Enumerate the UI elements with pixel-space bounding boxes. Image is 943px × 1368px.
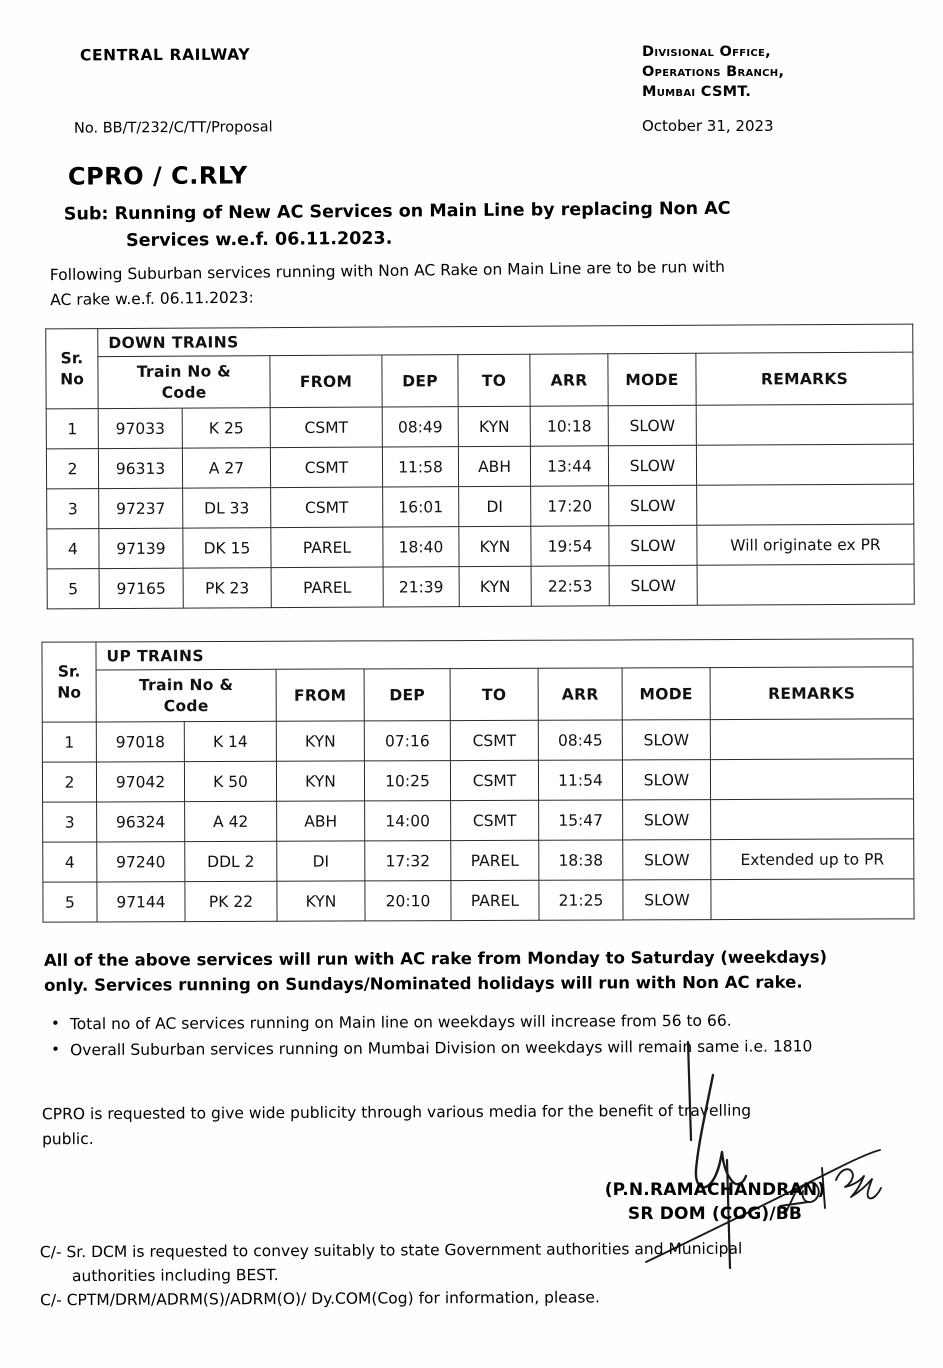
- cell-arr-time: 13:44: [530, 446, 608, 486]
- table-row: [46, 404, 913, 449]
- cell-train-code: PK 22: [185, 881, 277, 921]
- up-to-header: TO: [450, 668, 538, 720]
- cell-mode: SLOW: [622, 760, 710, 800]
- down-trains-table: [45, 324, 915, 610]
- train-header-line-1: Train No &: [136, 361, 232, 381]
- down-dep-header: DEP: [382, 355, 458, 407]
- cell-to-station: CSMT: [450, 720, 538, 760]
- copy-to-line-1-continuation: authorities including BEST.: [71, 1266, 279, 1286]
- up-table-body: [42, 719, 914, 922]
- signatory-name: (P.N.RAMACHANDRAN): [604, 1180, 826, 1200]
- cell-remarks: [697, 484, 914, 525]
- cell-arr-time: 15:47: [539, 800, 623, 840]
- cell-dep-time: 16:01: [383, 487, 459, 527]
- cell-remarks: [710, 759, 913, 800]
- intro-line-2: AC rake w.e.f. 06.11.2023:: [50, 288, 254, 310]
- bullet-item: • Total no of AC services running on Main line on weekdays will increase from 56 to 66.: [68, 1008, 934, 1038]
- address-line-3: Mumbai CSMT.: [642, 84, 752, 100]
- cell-arr-time: 22:53: [531, 566, 609, 606]
- cell-train-code: DL 33: [183, 488, 271, 528]
- cell-arr-time: 21:25: [539, 880, 623, 920]
- up-column-header-row: [42, 667, 913, 722]
- copy-to-line-1: C/- Sr. DCM is requested to convey suitably to state Government authorities and Municipal: [39, 1239, 743, 1262]
- table-row: [42, 759, 913, 802]
- up-remarks-header: REMARKS: [710, 667, 913, 720]
- signatory-designation: SR DOM (COG)/BB: [627, 1204, 803, 1224]
- cell-train-no: 97240: [97, 842, 185, 882]
- cell-to-station: CSMT: [450, 760, 538, 800]
- cell-sr-no: 1: [42, 722, 96, 762]
- cell-from-station: KYN: [277, 881, 365, 921]
- cell-sr-no: 3: [43, 802, 97, 842]
- down-direction-title: DOWN TRAINS: [98, 324, 913, 357]
- down-train-no-code-header: [98, 356, 270, 409]
- up-sr-no-header: [42, 642, 96, 722]
- cell-train-code: K 14: [184, 721, 276, 761]
- cell-remarks: [711, 879, 914, 920]
- office-address: [642, 42, 784, 102]
- cell-sr-no: 3: [47, 489, 99, 529]
- up-trains-table-container: [41, 638, 914, 922]
- cell-remarks: [710, 719, 913, 760]
- cell-sr-no: 5: [43, 882, 97, 922]
- sr-header-line-1: Sr.: [57, 662, 81, 681]
- table-row: [43, 799, 914, 842]
- cell-remarks: [696, 444, 913, 485]
- cell-train-code: K 25: [182, 408, 270, 448]
- up-mode-header: MODE: [622, 668, 710, 720]
- cell-mode: SLOW: [623, 880, 711, 920]
- cell-train-code: A 27: [182, 448, 270, 488]
- cell-from-station: KYN: [276, 761, 364, 801]
- up-table-title-row: [42, 639, 913, 670]
- cell-sr-no: 4: [43, 842, 97, 882]
- up-arr-header: ARR: [538, 668, 622, 720]
- intro-paragraph: [50, 253, 881, 313]
- intro-line-1: Following Suburban services running with Non AC Rake on Main Line are to be run with: [49, 257, 726, 285]
- cell-train-no: 97139: [99, 528, 183, 568]
- up-dep-header: DEP: [364, 669, 450, 721]
- subject-text-line-1: Running of New AC Services on Main Line by replacing Non AC: [114, 198, 731, 225]
- cell-train-no: 97165: [99, 568, 183, 608]
- cell-from-station: PAREL: [271, 527, 383, 568]
- cell-from-station: PAREL: [271, 567, 383, 608]
- cell-train-no: 97033: [98, 408, 182, 448]
- cell-train-no: 96313: [98, 448, 182, 488]
- cell-train-code: K 50: [184, 761, 276, 801]
- notice-line-2: only. Services running on Sundays/Nominated holidays will run with Non AC rake.: [44, 972, 803, 995]
- cell-mode: SLOW: [609, 485, 697, 525]
- cell-mode: SLOW: [623, 840, 711, 880]
- cell-dep-time: 21:39: [383, 567, 459, 607]
- addressee-heading: CPRO / C.RLY: [67, 161, 248, 191]
- table-row: [46, 444, 913, 489]
- subject-line: [64, 194, 884, 255]
- down-column-header-row: [46, 352, 913, 409]
- sr-header-line-2: No: [60, 369, 84, 388]
- sr-header-line-1: Sr.: [60, 348, 84, 367]
- cell-arr-time: 11:54: [538, 760, 622, 800]
- notice-line-1: All of the above services will run with AC rake from Monday to Saturday (weekdays): [43, 947, 828, 970]
- cell-dep-time: 07:16: [364, 721, 450, 761]
- down-sr-no-header: [46, 329, 98, 409]
- cell-to-station: KYN: [459, 566, 531, 606]
- up-from-header: FROM: [276, 669, 364, 721]
- cell-train-no: 97042: [96, 762, 184, 802]
- up-trains-table: [41, 638, 914, 922]
- cell-dep-time: 10:25: [364, 761, 450, 801]
- cell-to-station: KYN: [459, 526, 531, 566]
- publicity-line-1: CPRO is requested to give wide publicity through various media for the benefit of travelling: [41, 1101, 752, 1124]
- organization-name: CENTRAL RAILWAY: [79, 45, 251, 65]
- table-row: [47, 524, 914, 569]
- cell-from-station: CSMT: [270, 447, 382, 488]
- address-line-2: Operations Branch,: [642, 64, 785, 80]
- up-direction-title: UP TRAINS: [96, 639, 913, 670]
- cell-train-code: PK 23: [183, 568, 271, 608]
- copy-to-line-2: C/- CPTM/DRM/ADRM(S)/ADRM(O)/ Dy.COM(Cog) for information, please.: [40, 1288, 600, 1310]
- cell-from-station: KYN: [276, 721, 364, 761]
- cell-train-code: DDL 2: [185, 841, 277, 881]
- cell-train-no: 97237: [99, 488, 183, 528]
- up-train-no-code-header: [96, 669, 276, 722]
- cell-mode: SLOW: [608, 405, 696, 445]
- cell-remarks: [697, 564, 914, 605]
- table-row: [43, 879, 914, 922]
- table-row: [47, 484, 914, 529]
- cell-train-no: 97018: [96, 722, 184, 762]
- cell-train-code: A 42: [185, 801, 277, 841]
- subject-label: Sub:: [63, 204, 109, 225]
- train-header-line-2: Code: [163, 696, 209, 715]
- train-header-line-1: Train No &: [138, 675, 234, 694]
- publicity-paragraph: [42, 1098, 902, 1153]
- cell-arr-time: 19:54: [531, 526, 609, 566]
- cell-mode: SLOW: [623, 800, 711, 840]
- cell-dep-time: 17:32: [365, 841, 451, 881]
- cell-from-station: DI: [277, 841, 365, 881]
- cell-sr-no: 2: [46, 449, 98, 489]
- cell-to-station: PAREL: [451, 840, 539, 880]
- signatory-block: [560, 1178, 870, 1226]
- down-to-header: TO: [458, 354, 530, 406]
- down-table-body: [46, 404, 914, 609]
- sr-header-line-2: No: [57, 683, 82, 702]
- cell-sr-no: 4: [47, 529, 99, 569]
- cell-arr-time: 08:45: [538, 720, 622, 760]
- cell-to-station: DI: [459, 486, 531, 526]
- cell-dep-time: 11:58: [382, 447, 458, 487]
- letter-date: October 31, 2023: [642, 117, 774, 135]
- cell-mode: SLOW: [622, 720, 710, 760]
- down-mode-header: MODE: [608, 353, 696, 405]
- cell-to-station: KYN: [458, 406, 530, 446]
- address-line-1: Divisional Office,: [642, 44, 771, 60]
- cell-arr-time: 17:20: [531, 486, 609, 526]
- bullet-item: • Overall Suburban services running on Mumbai Division on weekdays will remain same i.e. 1810: [68, 1034, 934, 1064]
- down-remarks-header: REMARKS: [696, 352, 913, 405]
- down-from-header: FROM: [270, 355, 382, 408]
- cell-train-code: DK 15: [183, 528, 271, 568]
- subject-text-line-2: Services w.e.f. 06.11.2023.: [126, 228, 393, 252]
- copy-to-block: [40, 1236, 920, 1313]
- down-trains-table-container: [45, 324, 915, 610]
- down-arr-header: ARR: [530, 354, 608, 406]
- publicity-line-2: public.: [42, 1129, 94, 1149]
- cell-dep-time: 20:10: [365, 881, 451, 921]
- cell-from-station: CSMT: [271, 487, 383, 528]
- table-row: [42, 719, 913, 762]
- cell-train-no: 96324: [97, 802, 185, 842]
- cell-sr-no: 2: [42, 762, 96, 802]
- cell-mode: SLOW: [609, 525, 697, 565]
- cell-sr-no: 5: [47, 569, 99, 609]
- weekday-notice: [44, 944, 910, 998]
- cell-dep-time: 14:00: [365, 801, 451, 841]
- cell-from-station: ABH: [277, 801, 365, 841]
- cell-to-station: ABH: [458, 446, 530, 486]
- train-header-line-2: Code: [161, 383, 207, 402]
- cell-remarks: [696, 404, 913, 445]
- cell-remarks: Extended up to PR: [711, 839, 914, 880]
- cell-dep-time: 18:40: [383, 527, 459, 567]
- cell-sr-no: 1: [46, 409, 98, 449]
- cell-to-station: CSMT: [451, 800, 539, 840]
- letter-reference-number: No. BB/T/232/C/TT/Proposal: [73, 119, 273, 137]
- bullet-list: [44, 1008, 934, 1064]
- table-row: [47, 564, 914, 609]
- cell-mode: SLOW: [609, 565, 697, 605]
- cell-train-no: 97144: [97, 882, 185, 922]
- cell-remarks: [711, 799, 914, 840]
- cell-mode: SLOW: [608, 445, 696, 485]
- cell-to-station: PAREL: [451, 880, 539, 920]
- cell-from-station: CSMT: [270, 407, 382, 448]
- letterhead: [0, 42, 943, 152]
- cell-remarks: Will originate ex PR: [697, 524, 914, 565]
- cell-arr-time: 18:38: [539, 840, 623, 880]
- cell-dep-time: 08:49: [382, 407, 458, 447]
- cell-arr-time: 10:18: [530, 406, 608, 446]
- summary-bullets: [44, 1008, 934, 1065]
- table-row: [43, 839, 914, 882]
